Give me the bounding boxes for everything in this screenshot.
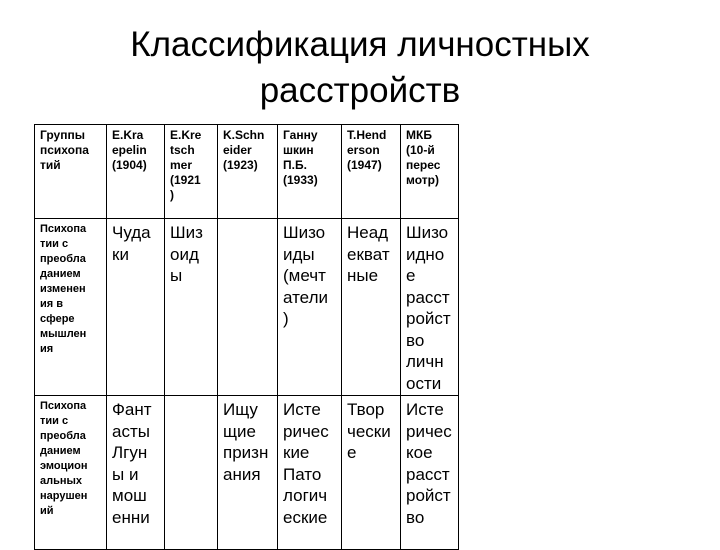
header-cell-kraepelin: E.Kra epelin (1904) <box>107 125 165 219</box>
table-cell: Ищу щие призн ания <box>218 396 278 550</box>
table-cell: Исте ричес кие Пато логич еские <box>278 396 342 550</box>
table-cell: Шиз оид ы <box>165 219 218 396</box>
header-cell-icd10: МКБ (10-й перес мотр) <box>401 125 459 219</box>
header-cell-kretschmer: E.Kre tsch mer (1921 ) <box>165 125 218 219</box>
header-cell-gannushkin: Ганну шкин П.Б. (1933) <box>278 125 342 219</box>
header-cell-henderson: T.Hend erson (1947) <box>342 125 401 219</box>
table-row <box>35 396 459 550</box>
slide-title-line-1: Классификация личностных <box>130 25 590 64</box>
table-cell: Исте ричес кое расст ройст во <box>401 396 459 550</box>
table-cell: Неад екват ные <box>342 219 401 396</box>
table-cell: Чуда ки <box>107 219 165 396</box>
slide-title <box>0 22 720 114</box>
header-cell-schneider: K.Schn eider (1923) <box>218 125 278 219</box>
table-cell: Шизо иды (мечт атели ) <box>278 219 342 396</box>
table-cell: Твор чески е <box>342 396 401 550</box>
table-header-row <box>35 125 459 219</box>
table-cell: Шизо идно е расст ройст во личн ости <box>401 219 459 396</box>
table-cell: Фант асты Лгун ы и мош енни <box>107 396 165 550</box>
table-row <box>35 219 459 396</box>
classification-table <box>34 124 459 550</box>
row-label-thinking: Психопа тии с преобла данием изменен ия в сфере мышлен ия <box>35 219 107 396</box>
slide-title-line-2: расстройств <box>259 71 461 110</box>
table-cell <box>218 219 278 396</box>
header-cell-groups: Группы психопа тий <box>35 125 107 219</box>
row-label-emotional: Психопа тии с преобла данием эмоцион альных нарушен ий <box>35 396 107 550</box>
table-cell <box>165 396 218 550</box>
